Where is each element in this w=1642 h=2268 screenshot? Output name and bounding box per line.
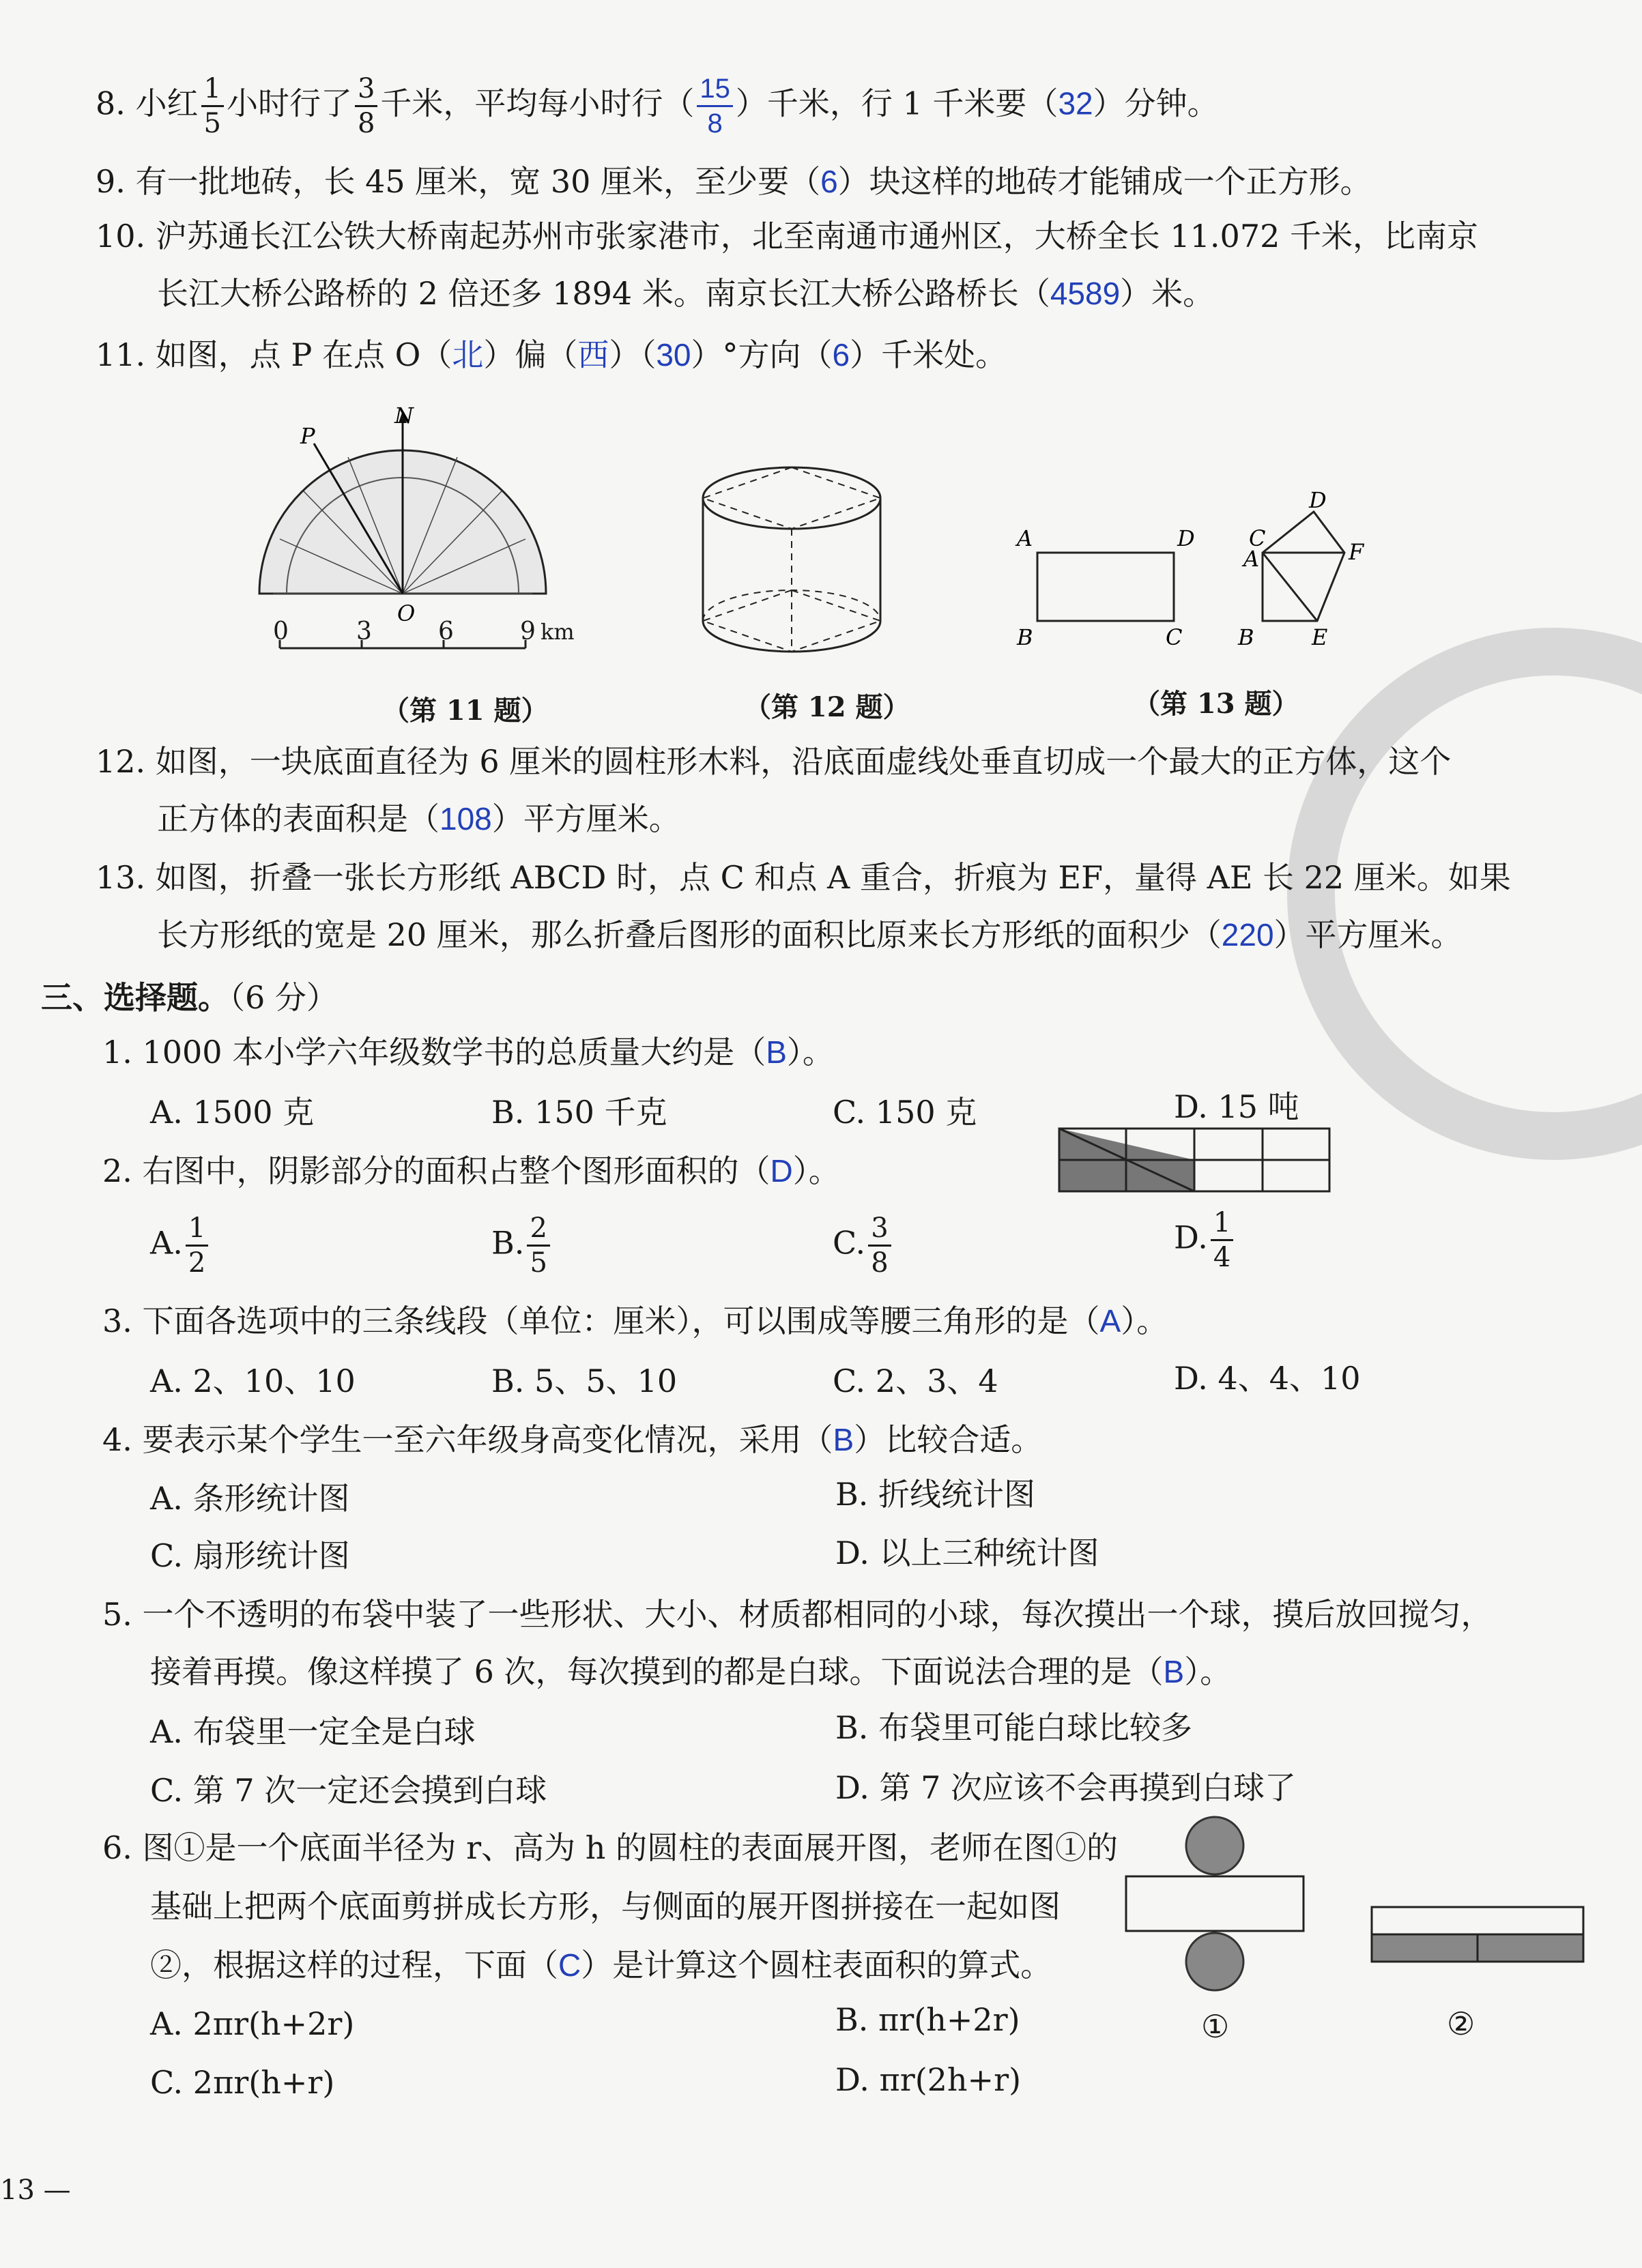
label-N: N [394,403,414,428]
choice-5-B: B. 布袋里可能白球比较多 [835,1709,1193,1746]
choice-3-C: C. 2、3、4 [833,1363,998,1399]
figure-2-label: ② [1447,2005,1475,2042]
svg-text:C: C [1166,624,1183,650]
choice-3-stem: 3. 下面各选项中的三条线段（单位：厘米），可以围成等腰三角形的是（A）。 [102,1303,1168,1339]
answer: B [833,1422,854,1457]
answer: D [770,1153,793,1189]
choice-1-B: B. 150 千克 [491,1094,667,1131]
choice-5-C: C. 第 7 次一定还会摸到白球 [150,1772,547,1809]
choice-1-D: D. 15 吨 [1174,1088,1299,1125]
scale-3: 3 [356,617,372,645]
caption-13: （第 13 题） [1133,688,1299,720]
svg-text:B: B [1238,624,1254,650]
svg-text:B: B [1017,624,1033,650]
choice-3-A: A. 2、10、10 [150,1363,356,1399]
cylinder-figure [689,464,894,662]
question-12-line1: 12. 如图，一块底面直径为 6 厘米的圆柱形木料，沿底面虚线处垂直切成一个最大的正方体，这个 [96,743,1452,780]
svg-text:A: A [1243,546,1260,572]
page-number: 13 — [0,2175,71,2206]
choice-5-line2: 接着再摸。像这样摸了 6 次，每次摸到的都是白球。下面说法合理的是（B）。 [150,1653,1232,1690]
choice-3-B: B. 5、5、10 [491,1363,678,1399]
question-9: 9. 有一批地砖，长 45 厘米，宽 30 厘米，至少要（6）块这样的地砖才能铺成一个正方形。 [96,163,1372,200]
choice-6-A: A. 2πr(h+2r) [150,2005,355,2042]
figure-1-label: ① [1201,2008,1230,2045]
shaded-grid-figure [1058,1127,1331,1195]
choice-6-C: C. 2πr(h+r) [150,2064,335,2101]
svg-text:A: A [1017,525,1033,551]
section-3-title: 三、选择题。（6 分） [41,979,338,1016]
choice-4-B: B. 折线统计图 [835,1476,1036,1513]
choice-1-A: A. 1500 克 [150,1094,315,1131]
svg-text:D: D [1309,491,1327,513]
rectangle-abcd [1010,519,1215,655]
choice-6-line1: 6. 图①是一个底面半径为 r、高为 h 的圆柱的表面展开图，老师在图①的 [102,1829,1118,1866]
choice-2-A: A. $\frac{1}{2}$ [150,1215,211,1277]
choice-4-D: D. 以上三种统计图 [835,1535,1099,1571]
cylinder-net-figures [1119,1815,1597,2020]
folded-figure [1228,491,1385,655]
choice-4-stem: 4. 要表示某个学生一至六年级身高变化情况，采用（B）比较合适。 [102,1421,1043,1458]
scale-0: 0 [273,617,289,645]
question-13-line2: 长方形纸的宽是 20 厘米，那么折叠后图形的面积比原来长方形纸的面积少（220）平方厘米。 [157,916,1463,953]
svg-text:E: E [1312,624,1328,650]
choice-4-C: C. 扇形统计图 [150,1537,350,1574]
question-8: 8. 小红 $\frac{1}{5}$ 小时行了 $\frac{3}{8}$ 千米，平均每小时行（ $\frac{15}{8}$ ）千米，行 1 千米要（32）分钟。 [96,73,1219,139]
question-11: 11. 如图，点 P 在点 O（北）偏（西）（30）°方向（6）千米处。 [96,336,1007,373]
choice-6-line3: ②，根据这样的过程，下面（C）是计算这个圆柱表面积的算式。 [150,1947,1052,1983]
choice-2-D: D. $\frac{1}{4}$ [1174,1209,1236,1271]
answer: B [1163,1654,1185,1689]
answer: 32 [1058,85,1093,121]
choice-5-D: D. 第 7 次应该不会再摸到白球了 [835,1769,1296,1806]
answer: 108 [440,801,492,837]
choice-5-line1: 5. 一个不透明的布袋中装了一些形状、大小、材质都相同的小球，每次摸出一个球，摸后放回搅匀， [102,1596,1493,1633]
question-13-line1: 13. 如图，折叠一张长方形纸 ABCD 时，点 C 和点 A 重合，折痕为 EF，量得 AE 长 22 厘米。如果 [96,859,1511,896]
caption-11: （第 11 题） [382,695,549,727]
caption-12: （第 12 题） [744,691,910,723]
svg-text:C: C [1249,525,1266,551]
label-O: O [397,600,416,626]
question-10-line2: 长江大桥公路桥的 2 倍还多 1894 米。南京长江大桥公路桥长（4589）米。 [157,275,1215,312]
choice-1-stem: 1. 1000 本小学六年级数学书的总质量大约是（B）。 [102,1034,834,1071]
choice-2-B: B. $\frac{2}{5}$ [491,1215,553,1277]
choice-2-C: C. $\frac{3}{8}$ [833,1215,894,1277]
choice-3-D: D. 4、4、10 [1174,1360,1361,1397]
svg-text:F: F [1349,539,1364,565]
answer: A [1099,1303,1121,1339]
choice-1-C: C. 150 克 [833,1094,977,1131]
choice-6-B: B. πr(h+2r) [835,2001,1020,2038]
answer: 4589 [1050,276,1121,311]
choice-6-line2: 基础上把两个底面剪拼成长方形，与侧面的展开图拼接在一起如图 [150,1888,1061,1925]
answer: B [766,1034,787,1070]
choice-4-A: A. 条形统计图 [150,1480,350,1517]
choice-6-D: D. πr(2h+r) [835,2061,1022,2098]
question-10-line1: 10. 沪苏通长江公铁大桥南起苏州市张家港市，北至南通市通州区，大桥全长 11.072 千米，比南京 [96,218,1478,255]
label-P: P [300,423,315,449]
scale-9: 9 [520,617,536,645]
answer: 220 [1221,917,1274,953]
scale-unit: km [541,619,575,645]
question-12-line2: 正方体的表面积是（108）平方厘米。 [157,800,680,837]
choice-2-stem: 2. 右图中，阴影部分的面积占整个图形面积的（D）。 [102,1152,840,1189]
svg-text:D: D [1177,525,1195,551]
answer: 6 [820,164,838,199]
answer: C [558,1947,581,1983]
scale-6: 6 [438,617,454,645]
choice-5-A: A. 布袋里一定全是白球 [150,1713,476,1750]
